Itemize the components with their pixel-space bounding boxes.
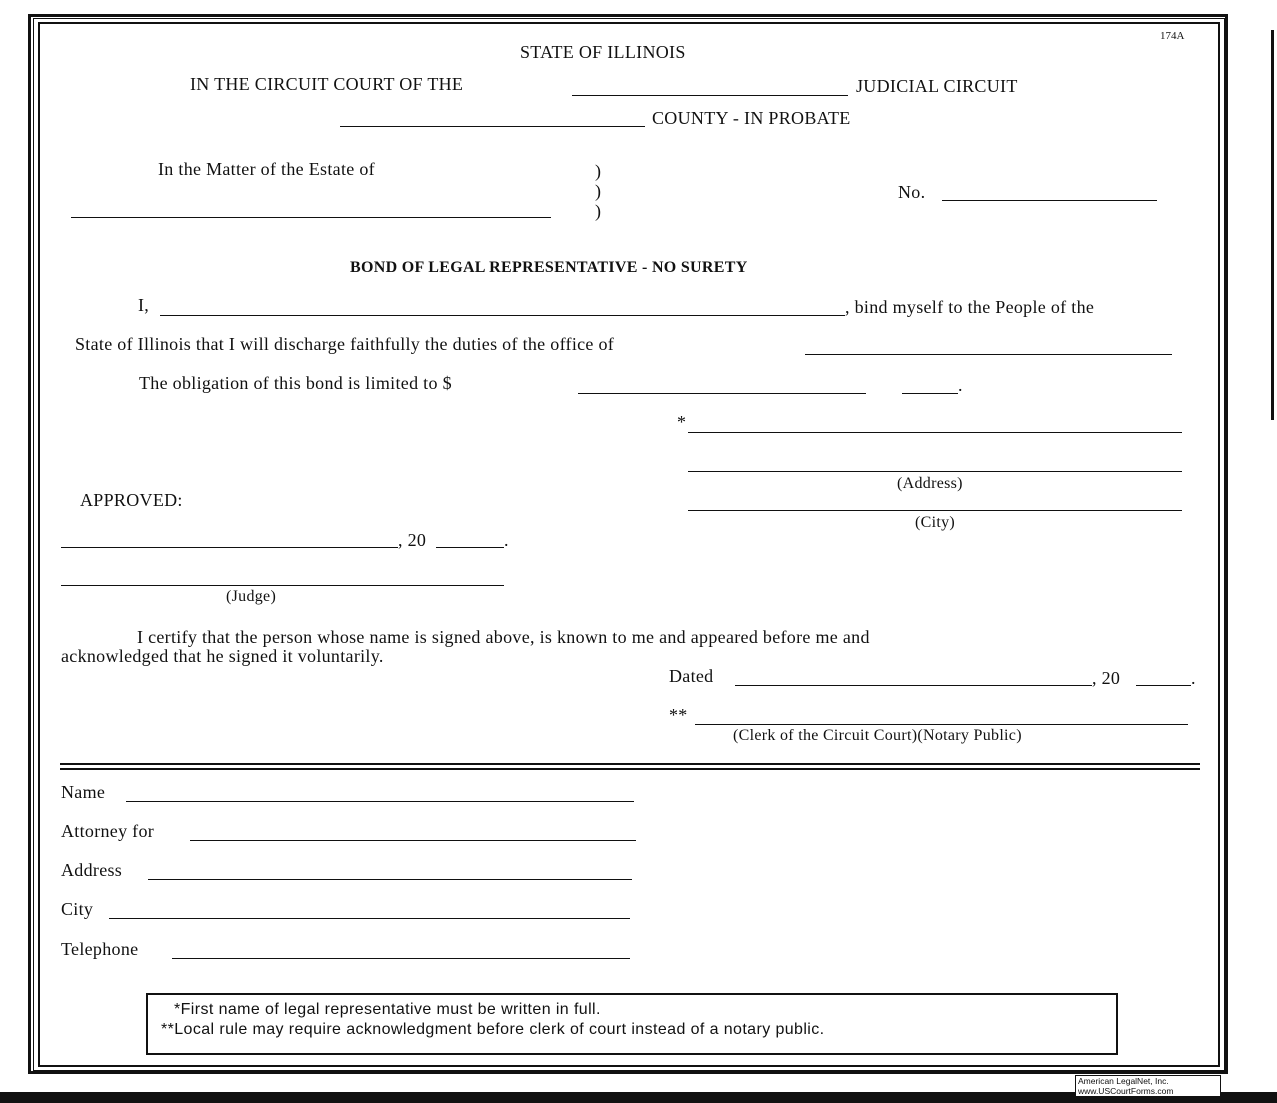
court-suffix: JUDICIAL CIRCUIT [856,76,1018,96]
clerk-double-star: ** [669,705,688,725]
case-number-field[interactable] [942,200,1157,201]
bond-cents-field[interactable] [902,393,958,394]
county-field[interactable] [340,126,645,127]
caption-paren: ) [595,161,602,181]
attorney-telephone-field[interactable] [172,958,630,959]
address-field[interactable] [688,471,1182,472]
name-label: Name [61,782,106,802]
dated-label: Dated [669,666,714,686]
caption-paren: ) [595,201,602,221]
approved-label: APPROVED: [80,490,183,510]
certify-line-1: I certify that the person whose name is signed above, is known to me and appeared before me and [137,627,870,647]
publisher-stamp [1075,1075,1221,1097]
judge-caption: (Judge) [226,588,277,605]
signature-star: * [677,412,687,432]
document-title: BOND OF LEGAL REPRESENTATIVE - NO SURETY [350,259,748,276]
attorney-for-field[interactable] [190,840,636,841]
matter-label: In the Matter of the Estate of [158,159,375,179]
dated-field[interactable] [735,685,1092,686]
telephone-label: Telephone [61,939,139,959]
judge-signature-field[interactable] [61,585,504,586]
approval-year-prefix: , 20 [398,530,427,550]
office-field[interactable] [805,354,1172,355]
signature-field[interactable] [688,432,1182,433]
estate-name-field[interactable] [71,217,551,218]
clerk-signature-field[interactable] [695,724,1188,725]
representative-name-field[interactable] [160,315,845,316]
attorney-name-field[interactable] [126,801,634,802]
case-no-label: No. [898,182,926,202]
divider-line [60,768,1200,770]
clerk-caption: (Clerk of the Circuit Court)(Notary Public) [733,727,1022,744]
dated-year-field[interactable] [1136,685,1191,686]
attorney-city-field[interactable] [109,918,630,919]
publisher-name: American LegalNet, Inc. [1078,1076,1169,1086]
city-caption: (City) [915,514,956,531]
county-label: COUNTY - IN PROBATE [652,108,851,128]
approval-date-field[interactable] [61,547,398,548]
obligation-period: . [958,375,963,395]
bind-text: , bind myself to the People of the [845,297,1095,317]
i-label: I, [138,295,150,315]
dated-period: . [1191,668,1196,688]
caption-paren: ) [595,181,602,201]
address-label: Address [61,860,123,880]
city-label: City [61,899,94,919]
city-field[interactable] [688,510,1182,511]
bond-amount-field[interactable] [578,393,866,394]
form-number: 174A [1160,30,1185,42]
publisher-url[interactable]: www.USCourtForms.com [1078,1086,1174,1096]
attorney-address-field[interactable] [148,879,632,880]
footnote-box [146,993,1118,1055]
court-prefix: IN THE CIRCUIT COURT OF THE [190,74,464,94]
attorney-for-label: Attorney for [61,821,155,841]
state-heading: STATE OF ILLINOIS [520,42,686,62]
edge-mark [1271,30,1274,420]
footnote-1: *First name of legal representative must be written in full. [174,1001,601,1018]
footnote-2: **Local rule may require acknowledgment before clerk of court instead of a notary public. [161,1021,825,1038]
judicial-circuit-field[interactable] [572,95,848,96]
obligation-text: The obligation of this bond is limited to $ [139,373,452,393]
certify-line-2: acknowledged that he signed it voluntarily. [61,646,384,666]
divider-line [60,763,1200,765]
address-caption: (Address) [897,475,963,492]
state-line-text: State of Illinois that I will discharge faithfully the duties of the office of [75,334,615,354]
approval-year-field[interactable] [436,547,504,548]
approval-period: . [504,530,509,550]
dated-year-prefix: , 20 [1092,668,1121,688]
